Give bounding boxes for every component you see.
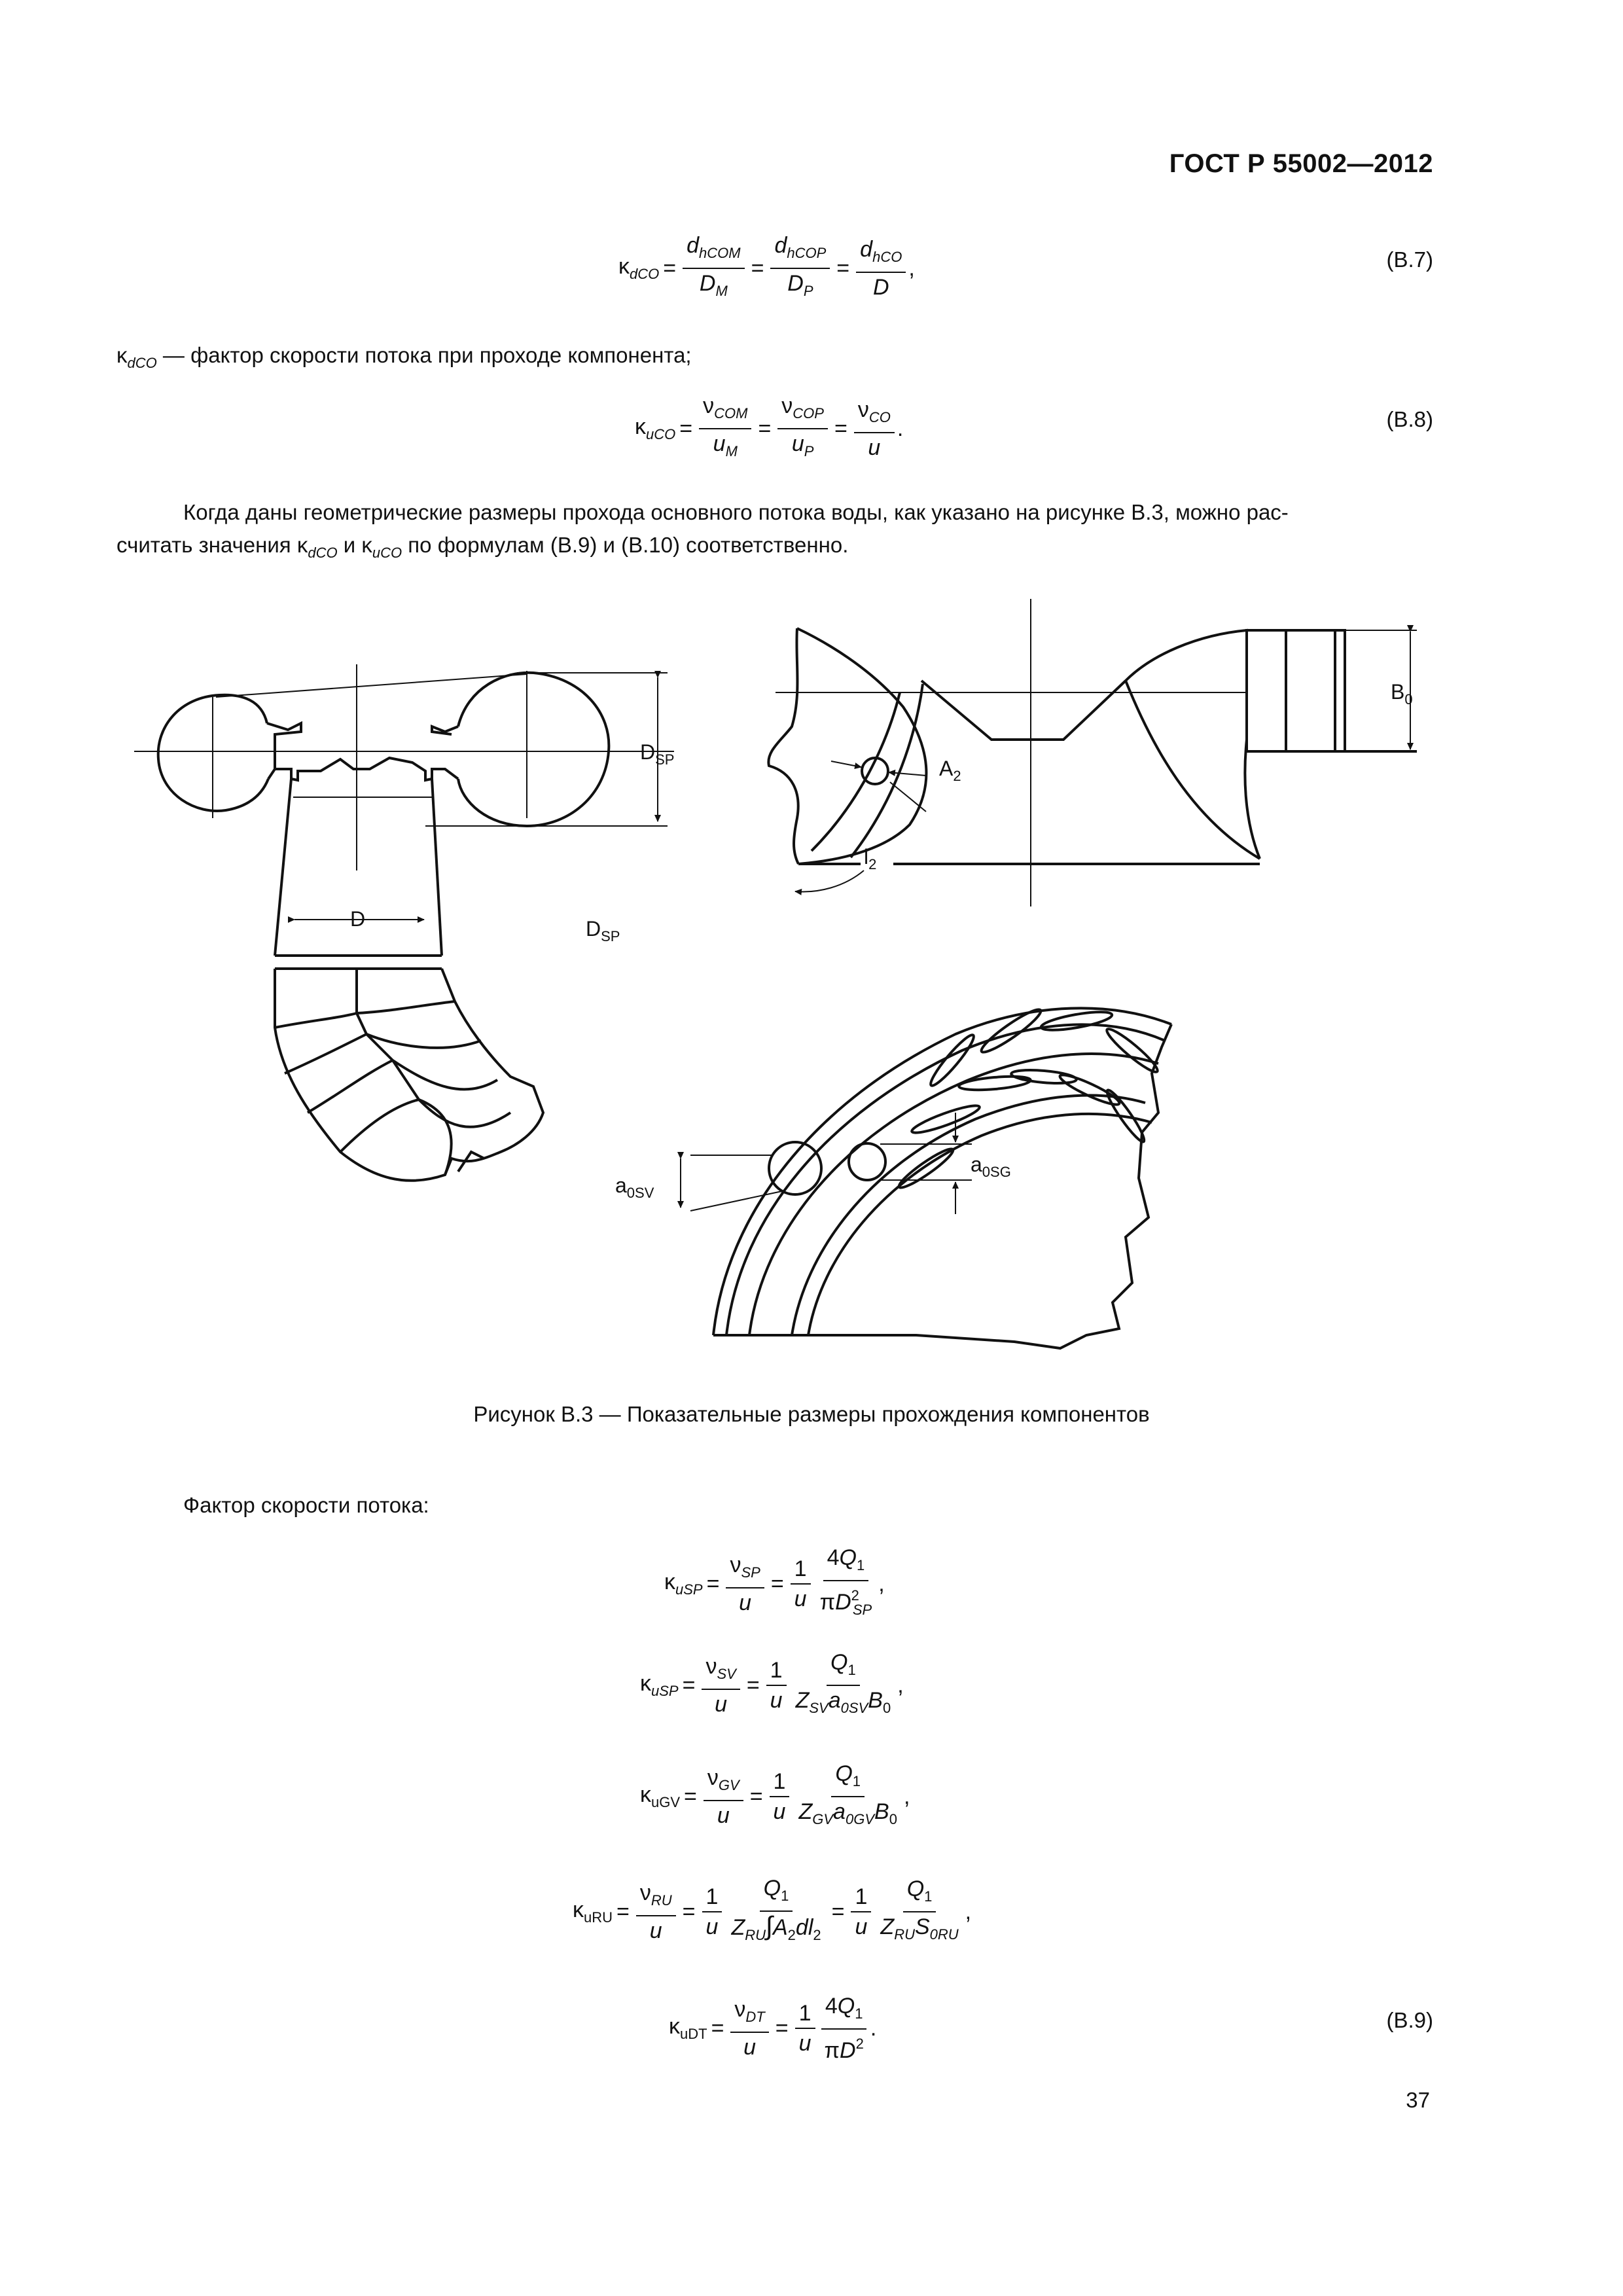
equation-kugv: $\kappa_{uGV}$ = $\frac{\nu_{GV}}{u}$ = $\frac{1}{u}$ $\frac{Q_1}{Z_{GV}a_{0GV}B_0}$ , [640,1761,910,1828]
flow-factor-label: Фактор скорости потока: [183,1493,429,1517]
paragraph-line-1: Когда даны геометрические размеры прохода основного потока воды, как указано на рисунке В.3, можно рас- [183,500,1289,524]
label-dsp-right: $D_{SP}$ [640,740,675,768]
kdco-definition-text: — фактор скорости потока при проходе компонента; [162,343,692,367]
equation-b8: $\kappa_{uCO}$ = $\frac{\nu_{COM}}{u_M}$ = $\frac{\nu_{COP}}{u_P}$ = $\frac{\nu_{CO}}{u}$ . [635,393,904,460]
label-a0sg: $a_{0SG}$ [971,1153,1011,1180]
paragraph-line-2-b: и [343,533,356,557]
equation-kudt: $\kappa_{uDT}$ = $\frac{\nu_{DT}}{u}$ = $\frac{1}{u}$ $\frac{4Q_1}{\pi D^2}$ . [669,1994,877,2063]
equation-number-b9: (В.9) [1386,2008,1433,2032]
label-d: D [350,907,366,931]
equation-kusp-1: $\kappa_{uSP}$ = $\frac{\nu_{SP}}{u}$ = $\frac{1}{u}$ $\frac{4Q_1}{\pi D^2_{SP}}$ , [664,1545,885,1618]
equation-kuru: $\kappa_{uRU}$ = $\frac{\nu_{RU}}{u}$ = $\frac{1}{u}$ $\frac{Q_1}{Z_{RU}\int A_2dl_2}$ = $\frac{1}{u}$ $\frac{Q_1}{Z_{RU}S_{0RU}}$ , [573,1876,972,1943]
label-dsp-lower: $D_{SP}$ [586,917,620,944]
equation-number-b7: (В.7) [1386,247,1433,272]
label-a2: $A_2$ [939,757,961,784]
equation-b7: $\kappa_{dCO}$ = $\frac{d_{hCOM}}{D_M}$ = $\frac{d_{hCOP}}{D_P}$ = $\frac{d_{hCO}}{D}$ , [618,233,915,300]
paragraph-line-2: считать значения $\kappa_{dCO}$ и $\kappa_{uCO}$ по формулам (В.9) и (В.10) соответственно. [116,533,849,561]
paragraph-line-2-c: по формулам (В.9) и (В.10) соответственно. [408,533,849,557]
equation-kusp-2: $\kappa_{uSP}$ = $\frac{\nu_{SV}}{u}$ = $\frac{1}{u}$ $\frac{Q_1}{Z_{SV}a_{0SV}B_0}$ , [640,1650,904,1717]
label-b0: $B_0$ [1391,680,1413,708]
label-l2: $l_2$ [864,845,877,872]
figure-caption: Рисунок В.3 — Показательные размеры прохождения компонентов [473,1402,1150,1426]
kdco-definition: $\kappa_{dCO}$ — фактор скорости потока при проходе компонента; [116,343,692,371]
paragraph-line-2-a: считать значения [116,533,291,557]
vane-plan-drawing [681,1005,1171,1348]
label-a0sv: $a_{0SV}$ [615,1174,654,1201]
page-number: 37 [1406,2088,1430,2112]
document-header: ГОСТ Р 55002—2012 [1169,149,1433,178]
equation-number-b8: (В.8) [1386,407,1433,431]
